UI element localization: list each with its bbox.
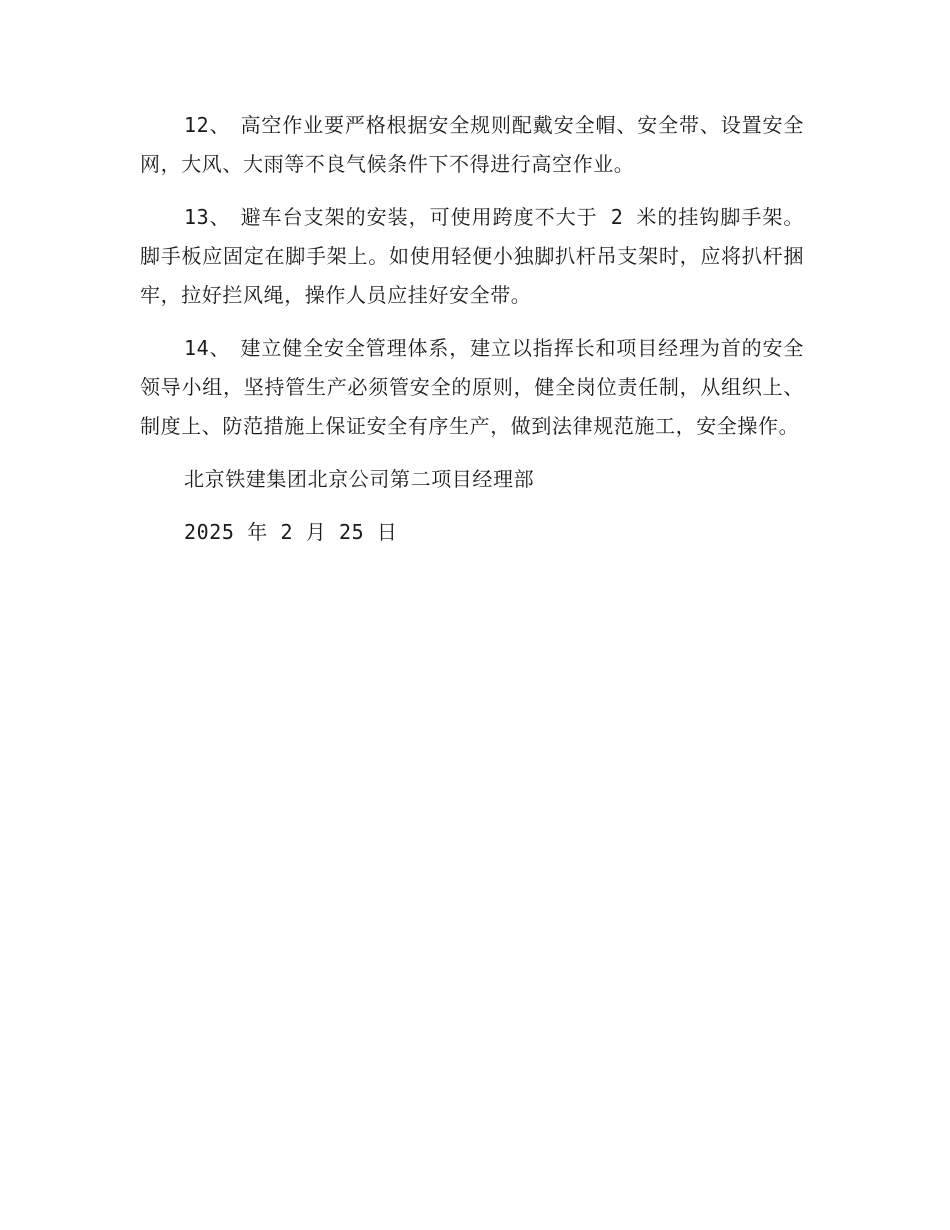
document-body [140,106,804,552]
signature-date: 2025 年 2 月 25 日 [184,520,398,544]
clause-number: 12、 [184,113,231,137]
clause-12 [140,106,804,184]
clause-text: 建立健全安全管理体系，建立以指挥长和项目经理为首的安全领导小组，坚持管生产必须管安全的原则，健全岗位责任制，从组织上、制度上、防范措施上保证安全有序生产，做到法律规范施工，安全操作。 [140,336,804,438]
clause-text: 避车台支架的安装，可使用跨度不大于 2 米的挂钩脚手架。脚手板应固定在脚手架上。如使用轻便小独脚扒杆吊支架时，应将扒杆捆牢，拉好拦风绳，操作人员应挂好安全带。 [140,205,804,307]
clause-number: 13、 [184,205,231,229]
clause-13 [140,198,804,315]
clause-14 [140,329,804,446]
signature-organization: 北京铁建集团北京公司第二项目经理部 [184,467,535,491]
clause-number: 14、 [184,336,231,360]
clause-text: 高空作业要严格根据安全规则配戴安全帽、安全带、设置安全网，大风、大雨等不良气候条件下不得进行高空作业。 [140,113,804,176]
